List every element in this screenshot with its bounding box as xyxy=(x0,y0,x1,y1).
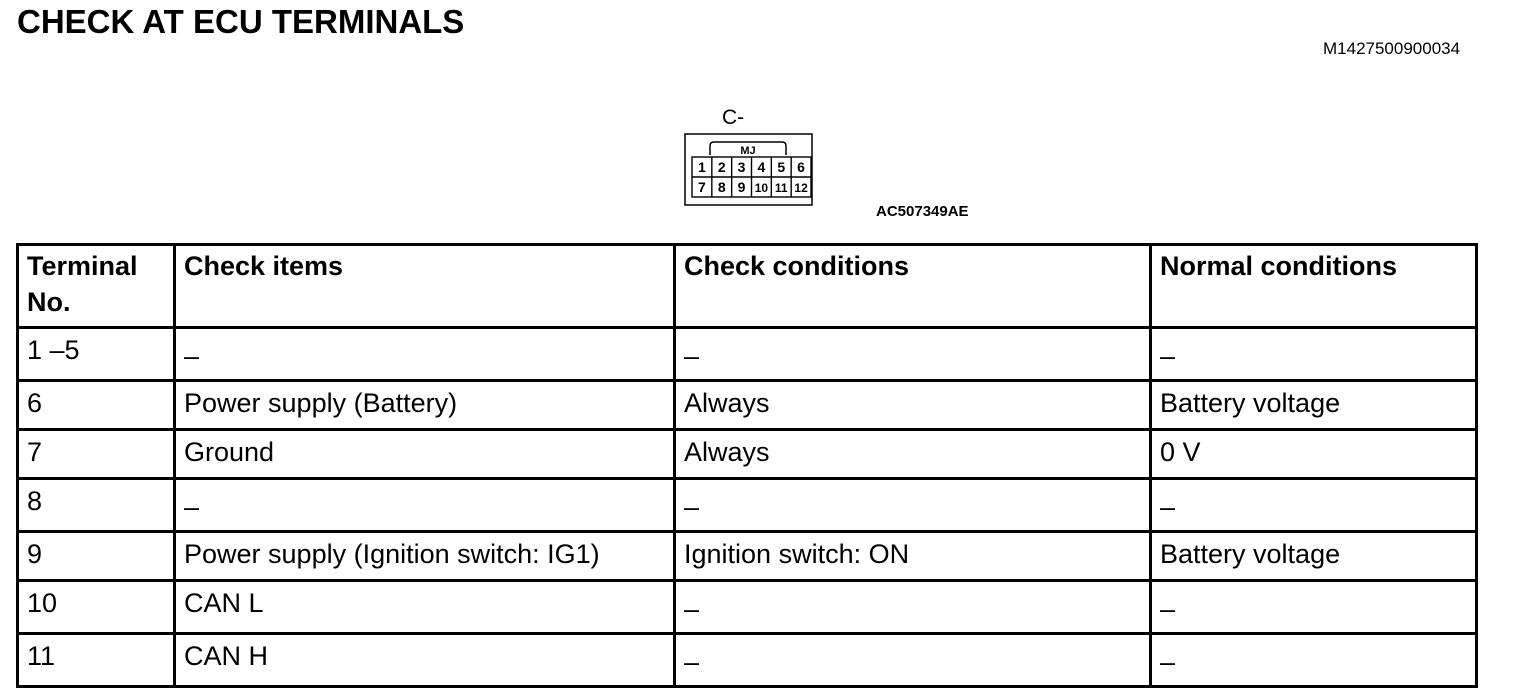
table-row xyxy=(18,328,1477,381)
figure-id: AC507349AE xyxy=(876,203,969,220)
cell-check-condition: – xyxy=(675,479,1151,532)
cell-check-item: Power supply (Battery) xyxy=(175,381,675,430)
connector-pin-label: 7 xyxy=(698,179,706,195)
connector-pin-label: 12 xyxy=(794,181,808,195)
table-row xyxy=(18,430,1477,479)
connector-pin-label: 2 xyxy=(717,159,726,175)
connector-label: C- xyxy=(722,106,745,129)
connector-pin-label: 11 xyxy=(774,181,788,195)
cell-terminal: 9 xyxy=(18,532,175,581)
table-row xyxy=(18,581,1477,634)
table-row xyxy=(18,532,1477,581)
connector-pin-label: 1 xyxy=(698,159,706,175)
connector-pin-label: 8 xyxy=(717,179,726,195)
cell-terminal: 1 –5 xyxy=(18,328,175,381)
document-id: M1427500900034 xyxy=(1323,39,1461,58)
table-header-row xyxy=(18,245,1477,328)
header-normal-conditions: Normal conditions xyxy=(1151,245,1477,328)
connector-icon xyxy=(684,133,814,207)
cell-terminal: 10 xyxy=(18,581,175,634)
cell-check-condition: Always xyxy=(675,430,1151,479)
cell-check-item: – xyxy=(175,328,675,381)
cell-check-condition: – xyxy=(675,634,1151,687)
cell-normal-condition: 0 V xyxy=(1151,430,1477,479)
cell-normal-condition: – xyxy=(1151,328,1477,381)
header-check-items: Check items xyxy=(175,245,675,328)
cell-check-item: CAN H xyxy=(175,634,675,687)
cell-terminal: 6 xyxy=(18,381,175,430)
cell-normal-condition: Battery voltage xyxy=(1151,532,1477,581)
connector-pin-label: 6 xyxy=(797,159,805,175)
cell-normal-condition: – xyxy=(1151,581,1477,634)
cell-check-item: Power supply (Ignition switch: IG1) xyxy=(175,532,675,581)
connector-pin-label: 9 xyxy=(737,179,746,195)
cell-check-condition: – xyxy=(675,581,1151,634)
header-check-conditions: Check conditions xyxy=(675,245,1151,328)
table-row xyxy=(18,479,1477,532)
cell-terminal: 8 xyxy=(18,479,175,532)
cell-terminal: 7 xyxy=(18,430,175,479)
cell-check-item: Ground xyxy=(175,430,675,479)
connector-key-label: MJ xyxy=(740,145,756,157)
connector-pin-label: 10 xyxy=(754,181,769,195)
terminal-table xyxy=(16,243,1478,688)
cell-check-condition: – xyxy=(675,328,1151,381)
cell-terminal: 11 xyxy=(18,634,175,687)
table-row xyxy=(18,381,1477,430)
cell-normal-condition: Battery voltage xyxy=(1151,381,1477,430)
connector-pin-label: 5 xyxy=(777,159,786,175)
cell-check-item: – xyxy=(175,479,675,532)
header-terminal-no: Terminal No. xyxy=(18,245,175,328)
cell-normal-condition: – xyxy=(1151,479,1477,532)
cell-check-item: CAN L xyxy=(175,581,675,634)
cell-normal-condition: – xyxy=(1151,634,1477,687)
page-title: CHECK AT ECU TERMINALS xyxy=(17,3,465,40)
table-row xyxy=(18,634,1477,687)
connector-pin-label: 3 xyxy=(737,159,746,175)
connector-pin-label: 4 xyxy=(757,159,766,175)
cell-check-condition: Always xyxy=(675,381,1151,430)
cell-check-condition: Ignition switch: ON xyxy=(675,532,1151,581)
